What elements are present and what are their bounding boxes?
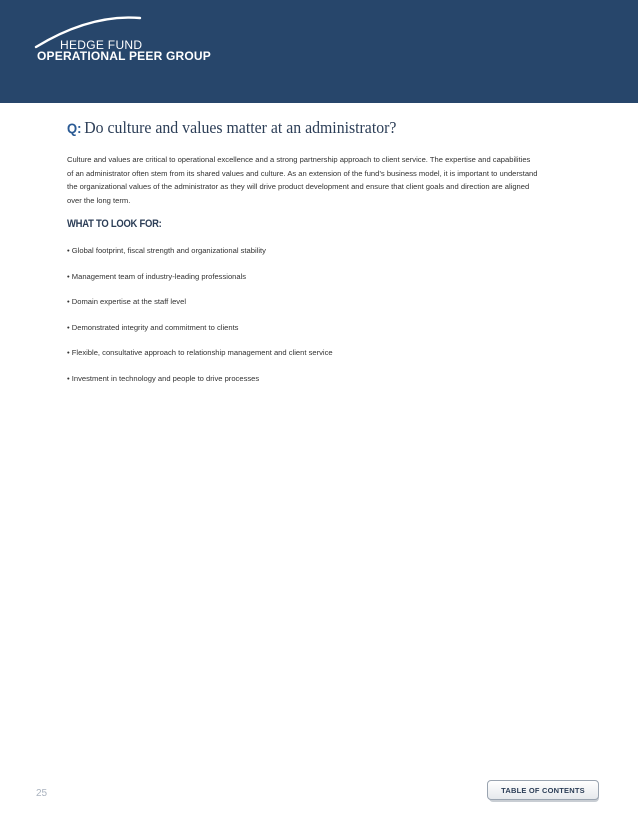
question-text: Do culture and values matter at an administrator? [84, 118, 397, 137]
question-heading [67, 118, 551, 138]
paragraph-line: over the long term. [67, 195, 131, 205]
list-item: • Domain expertise at the staff level [67, 297, 187, 306]
question-prefix: Q: [67, 120, 82, 136]
list-item: • Flexible, consultative approach to relationship management and client service [67, 348, 333, 357]
table-of-contents-button[interactable]: TABLE OF CONTENTS [487, 780, 599, 800]
list-item: • Investment in technology and people to drive processes [67, 374, 260, 383]
paragraph-line: the organizational values of the administrator as they will drive product development and ensure that client goals and direction are aligned [67, 182, 530, 191]
list-item: • Global footprint, fiscal strength and organizational stability [67, 246, 266, 255]
what-to-look-for-heading: WHAT TO LOOK FOR: [67, 218, 162, 230]
body-paragraph [67, 153, 575, 207]
logo-line2: OPERATIONAL PEER GROUP [37, 49, 211, 63]
paragraph-line: Culture and values are critical to operational excellence and a strong partnership approach to client service. The expertise and capabilities [67, 155, 531, 164]
page-number: 25 [36, 788, 48, 799]
list-item: • Demonstrated integrity and commitment to clients [67, 323, 239, 332]
paragraph-line: of an administrator often stem from its shared values and culture. As an extension of the fund’s business model, it is important to understand [67, 168, 538, 178]
page-header [0, 0, 638, 103]
list-item: • Management team of industry-leading professionals [67, 272, 247, 281]
logo-line1: HEDGE FUND [60, 38, 143, 52]
